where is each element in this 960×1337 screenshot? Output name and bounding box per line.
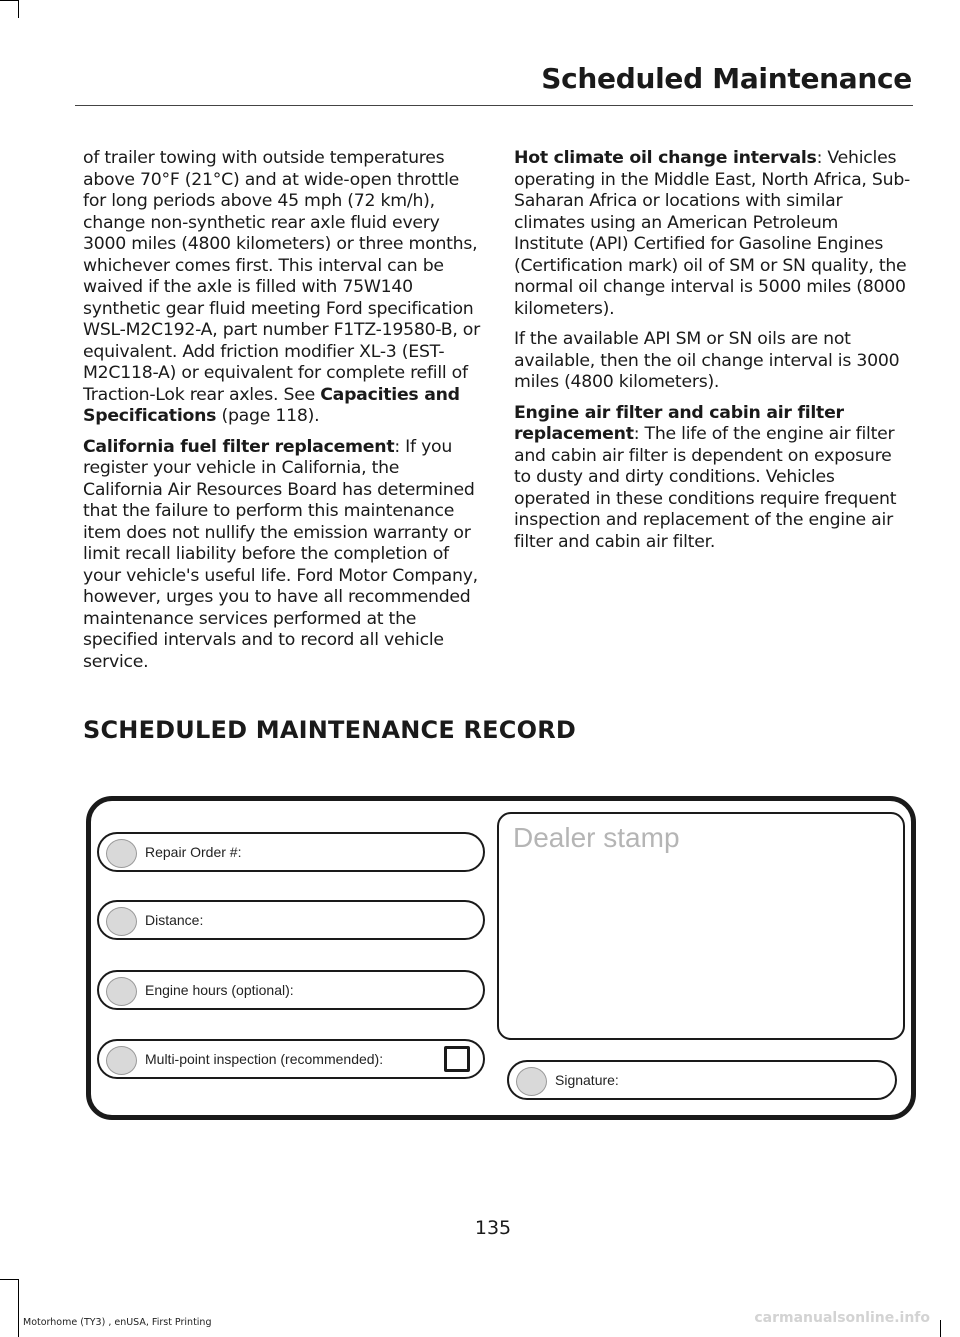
multipoint-inspection-label: Multi-point inspection (recommended): (145, 1051, 384, 1067)
engine-hours-field[interactable] (97, 970, 485, 1010)
signature-field[interactable] (507, 1060, 897, 1100)
bullet-circle-icon (106, 907, 137, 936)
distance-label: Distance: (145, 912, 204, 928)
bullet-circle-icon (106, 1046, 137, 1075)
oil-availability-paragraph: If the available API SM or SN oils are not available, then the oil change interval is 3000 miles (4800 kilometers). (514, 329, 900, 392)
page-title: Scheduled Maintenance (541, 62, 912, 95)
california-fuel-filter-heading: California fuel filter replacement (83, 436, 395, 457)
signature-label: Signature: (555, 1072, 619, 1088)
hot-climate-paragraph: Hot climate oil change intervals: Vehicles operating in the Middle East, North Africa, Sub-Saharan Africa or locations with similar climates using an American Petroleum Institute (API) Certified for Gasoline Engines (Certification mark) oil of SM or SN quality, the normal oil change interval is 5000 miles (8000 kilometers). (514, 148, 911, 319)
multipoint-checkbox[interactable] (444, 1046, 470, 1072)
capacities-link[interactable]: Capacities and Specifications (83, 384, 460, 426)
footer-text: Motorhome (TY3) , enUSA, First Printing (23, 1317, 212, 1328)
dealer-stamp-area (497, 812, 905, 1040)
hot-climate-heading: Hot climate oil change intervals (514, 148, 817, 168)
engine-hours-label: Engine hours (optional): (145, 982, 294, 998)
bullet-circle-icon (106, 977, 137, 1006)
watermark: carmanualsonline.info (754, 1310, 930, 1326)
california-fuel-filter-paragraph: California fuel filter replacement: If you register your vehicle in California, the California Air Resources Board has determined that the failure to perform this maintenance item does not nullify the emission warranty or limit recall liability before the completion of your vehicle's useful life. Ford Motor Company, however, urges you to have all recommended maintenance services performed at the specified intervals and to record all vehicle service. (83, 436, 478, 672)
bullet-circle-icon (106, 839, 137, 868)
page-number: 135 (474, 1217, 512, 1239)
repair-order-label: Repair Order #: (145, 844, 242, 860)
crop-mark (940, 1320, 941, 1337)
air-filter-heading: Engine air filter and cabin air filter replacement (514, 402, 844, 444)
bullet-circle-icon (516, 1067, 547, 1096)
maintenance-record-heading: SCHEDULED MAINTENANCE RECORD (83, 716, 576, 744)
header-divider (75, 105, 913, 106)
distance-field[interactable] (97, 900, 485, 940)
multipoint-inspection-field[interactable] (97, 1039, 485, 1079)
dealer-stamp-label: Dealer stamp (513, 822, 680, 853)
trailer-towing-paragraph: of trailer towing with outside temperatures above 70°F (21°C) and at wide-open throttle for long periods above 45 mph (72 km/h), change non-synthetic rear axle fluid every 3000 miles (4800 kilometers) or three months, whichever comes first. This interval can be waived if the axle is filled with 75W140 synthetic gear fluid meeting Ford specification WSL-M2C192-A, part number F1TZ-19580-B, or equivalent. Add friction modifier XL-3 (EST-M2C118-A) or equivalent for complete refill of Traction-Lok rear axles. See Capacities and Specifications (page 118). (83, 148, 480, 426)
crop-mark (18, 1279, 19, 1337)
left-column (83, 148, 481, 682)
crop-mark (18, 0, 19, 18)
crop-mark (0, 1279, 18, 1280)
air-filter-paragraph: Engine air filter and cabin air filter replacement: The life of the engine air filter and cabin air filter is dependent on exposure to dusty and dirty conditions. Vehicles operated in these conditions require frequent inspection and replacement of the engine air filter and cabin air filter. (514, 402, 897, 552)
repair-order-field[interactable] (97, 832, 485, 872)
right-column (514, 148, 912, 562)
crop-mark (0, 0, 18, 1)
